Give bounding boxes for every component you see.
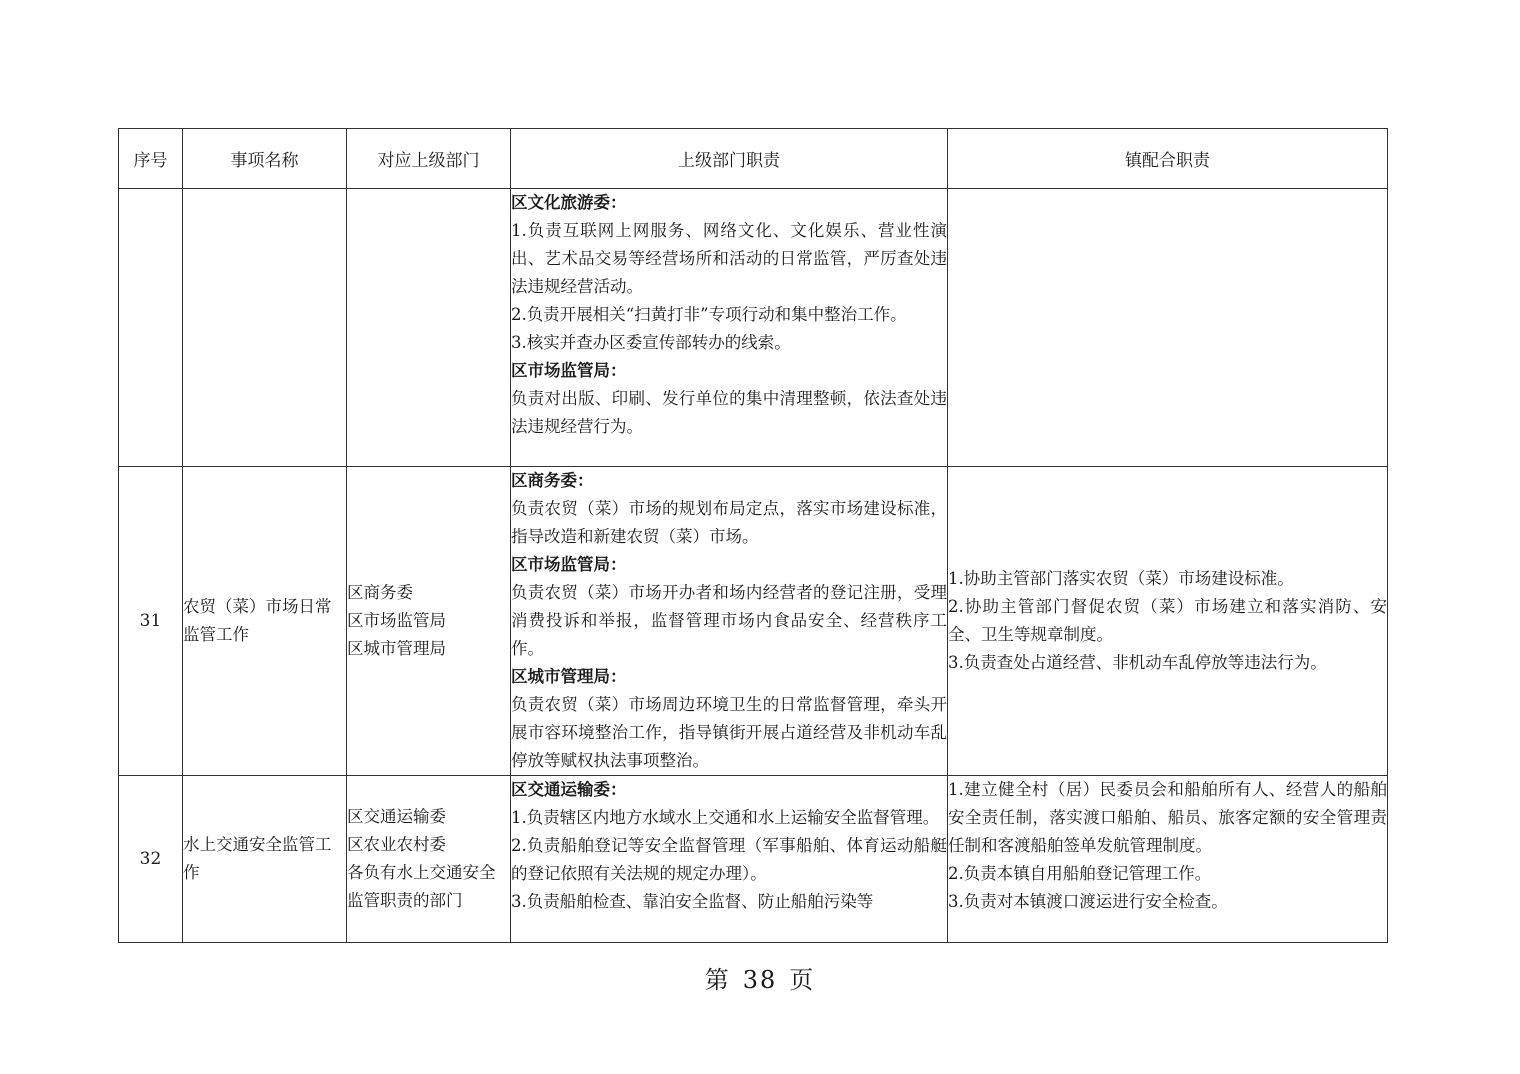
row-upper-duty [511,467,948,776]
dept-title: 区商务委： [511,471,594,490]
duty-item: 负责农贸（菜）市场的规划布局定点，落实市场建设标准，指导改造和新建农贸（菜）市场。 [511,499,947,546]
header-dept: 对应上级部门 [347,129,511,189]
duty-item: 2.负责开展相关“扫黄打非”专项行动和集中整治工作。 [511,305,907,324]
town-duty-item: 3.负责查处占道经营、非机动车乱停放等违法行为。 [948,653,1327,672]
row-dept-list [347,776,511,943]
row-item-name: 水上交通安全监管工作 [183,776,347,943]
row-item-name: 农贸（菜）市场日常监管工作 [183,467,347,776]
row-item-name [183,189,347,467]
header-upper-duty: 上级部门职责 [511,129,948,189]
row-town-duty [948,776,1388,943]
town-duty-item: 2.协助主管部门督促农贸（菜）市场建立和落实消防、安全、卫生等规章制度。 [948,597,1387,644]
duty-item: 负责农贸（菜）市场周边环境卫生的日常监督管理，牵头开展市容环境整治工作，指导镇街开展占道经营及非机动车乱停放等赋权执法事项整治。 [511,695,947,770]
town-duty-item: 1.建立健全村（居）民委员会和船舶所有人、经营人的船舶安全责任制，落实渡口船舶、船员、旅客定额的安全管理责任制和客渡船舶签单发航管理制度。 [948,780,1387,855]
town-duty-item: 3.负责对本镇渡口渡运进行安全检查。 [948,892,1228,911]
row-dept-list [347,467,511,776]
dept-title: 区城市管理局： [511,667,627,686]
dept-title: 区市场监管局： [511,361,627,380]
row-upper-duty [511,776,948,943]
header-name: 事项名称 [183,129,347,189]
town-duty-item: 2.负责本镇自用船舶登记管理工作。 [948,864,1212,883]
dept-name: 区农业农村委 [347,835,446,854]
row-seq: 31 [119,467,183,776]
row-town-duty [948,467,1388,776]
row-dept-list [347,189,511,467]
page-number [0,960,1520,995]
page-value: 38 [742,966,778,994]
table-header-row [119,129,1388,189]
duty-item: 3.核实并查办区委宣传部转办的线索。 [511,333,791,352]
header-town-duty: 镇配合职责 [948,129,1388,189]
page-prefix: 第 [704,966,731,994]
duty-item: 3.负责船舶检查、靠泊安全监督、防止船舶污染等 [511,892,874,911]
duty-item: 2.负责船舶登记等安全监督管理（军事船舶、体育运动船艇的登记依照有关法规的规定办理）。 [511,836,947,883]
dept-title: 区文化旅游委： [511,193,627,212]
dept-name: 区交通运输委 [347,807,446,826]
header-seq: 序号 [119,129,183,189]
town-duty-item: 1.协助主管部门落实农贸（菜）市场建设标准。 [948,569,1294,588]
duty-item: 1.负责互联网上网服务、网络文化、文化娱乐、营业性演出、艺术品交易等经营场所和活动的日常监管，严厉查处违法违规经营活动。 [511,221,947,296]
dept-name: 各负有水上交通安全监管职责的部门 [347,863,496,910]
row-seq [119,189,183,467]
table-row [119,467,1388,776]
page-suffix: 页 [789,966,816,994]
duty-item: 1.负责辖区内地方水域水上交通和水上运输安全监督管理。 [511,808,940,827]
duty-item: 负责对出版、印刷、发行单位的集中清理整顿，依法查处违法违规经营行为。 [511,389,947,436]
dept-name: 区城市管理局 [347,639,446,658]
row-town-duty [948,189,1388,467]
duty-item: 负责农贸（菜）市场开办者和场内经营者的登记注册，受理消费投诉和举报，监督管理市场内食品安全、经营秩序工作。 [511,583,947,658]
dept-title: 区交通运输委： [511,780,627,799]
dept-title: 区市场监管局： [511,555,627,574]
row-upper-duty [511,189,948,467]
table-row [119,776,1388,943]
row-seq: 32 [119,776,183,943]
table-row [119,189,1388,467]
duty-table [118,128,1388,943]
dept-name: 区市场监管局 [347,611,446,630]
dept-name: 区商务委 [347,583,413,602]
